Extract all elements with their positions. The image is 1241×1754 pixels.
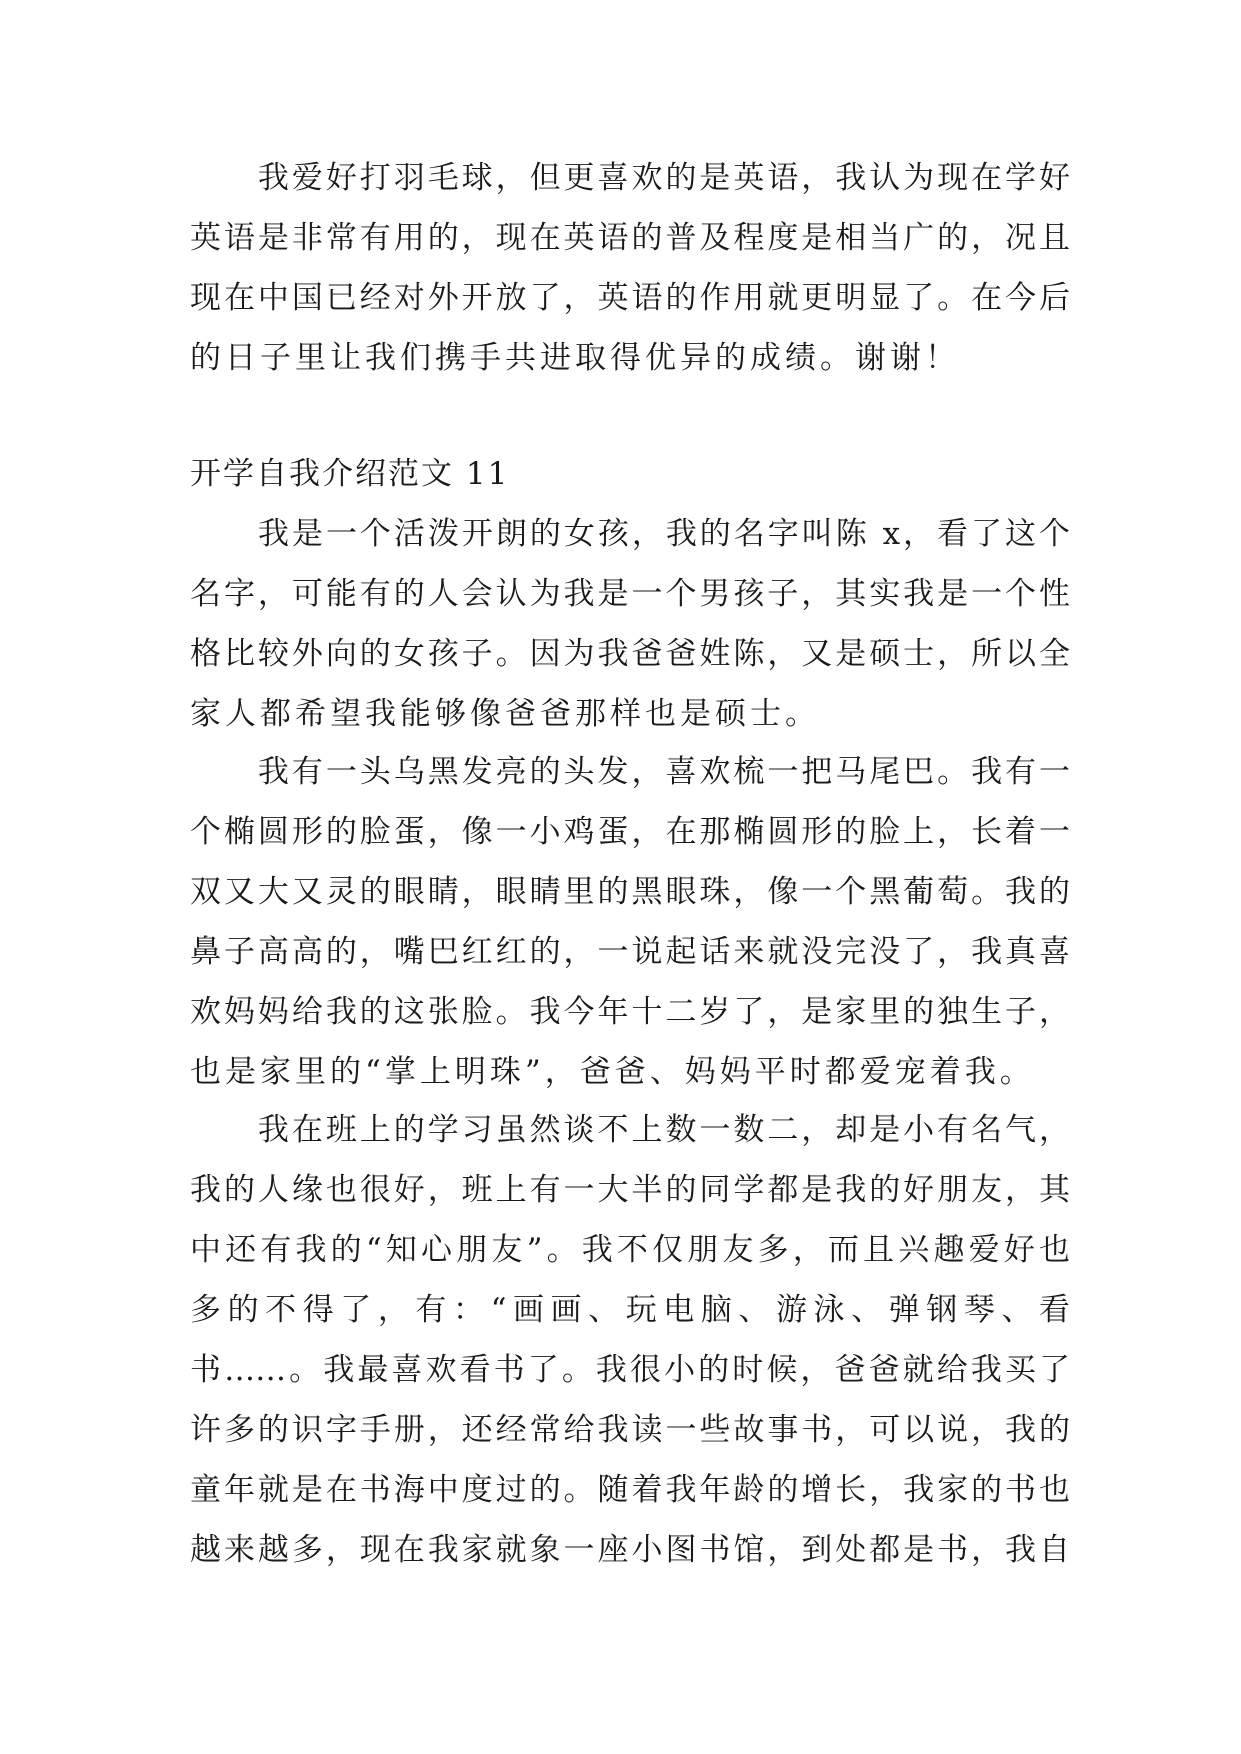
paragraph-line: 格比较外向的女孩子。因为我爸爸姓陈，又是硕士，所以全 [190, 636, 1070, 672]
paragraph-line: 双又大又灵的眼睛，眼睛里的黑眼珠，像一个黑葡萄。我的 [190, 874, 1070, 910]
paragraph-line: 英语是非常有用的，现在英语的普及程度是相当广的，况且 [190, 220, 1070, 256]
paragraph-line: 欢妈妈给我的这张脸。我今年十二岁了，是家里的独生子， [190, 994, 1070, 1030]
paragraph-line: 个椭圆形的脸蛋，像一小鸡蛋，在那椭圆形的脸上，长着一 [190, 814, 1070, 850]
paragraph-line: 许多的识字手册，还经常给我读一些故事书，可以说，我的 [190, 1412, 1070, 1448]
paragraph-line: 的日子里让我们携手共进取得优异的成绩。谢谢！ [190, 340, 960, 376]
paragraph-line: 鼻子高高的，嘴巴红红的，一说起话来就没完没了，我真喜 [190, 934, 1070, 970]
paragraph-line: 现在中国已经对外开放了，英语的作用就更明显了。在今后 [190, 280, 1070, 316]
paragraph-line: 我在班上的学习虽然谈不上数一数二，却是小有名气， [190, 1112, 1070, 1148]
paragraph-line: 我的人缘也很好，班上有一大半的同学都是我的好朋友，其 [190, 1172, 1070, 1208]
paragraph-line: 越来越多，现在我家就象一座小图书馆，到处都是书，我自 [190, 1532, 1070, 1568]
section-heading: 开学自我介绍范文 11 [190, 456, 510, 492]
paragraph-line: 童年就是在书海中度过的。随着我年龄的增长，我家的书也 [190, 1472, 1070, 1508]
paragraph-line: 多的不得了，有：“画画、玩电脑、游泳、弹钢琴、看 [190, 1292, 1070, 1328]
paragraph-line: 中还有我的“知心朋友”。我不仅朋友多，而且兴趣爱好也 [190, 1232, 1070, 1268]
paragraph-line: 家人都希望我能够像爸爸那样也是硕士。 [190, 696, 820, 732]
paragraph-line: 书……。我最喜欢看书了。我很小的时候，爸爸就给我买了 [190, 1352, 1070, 1388]
paragraph-line: 名字，可能有的人会认为我是一个男孩子，其实我是一个性 [190, 576, 1070, 612]
paragraph-line: 我爱好打羽毛球，但更喜欢的是英语，我认为现在学好 [190, 160, 1070, 196]
paragraph-line: 也是家里的“掌上明珠”，爸爸、妈妈平时都爱宠着我。 [190, 1054, 1035, 1090]
paragraph-line: 我有一头乌黑发亮的头发，喜欢梳一把马尾巴。我有一 [190, 754, 1070, 790]
paragraph-line: 我是一个活泼开朗的女孩，我的名字叫陈 x，看了这个 [190, 516, 1070, 552]
